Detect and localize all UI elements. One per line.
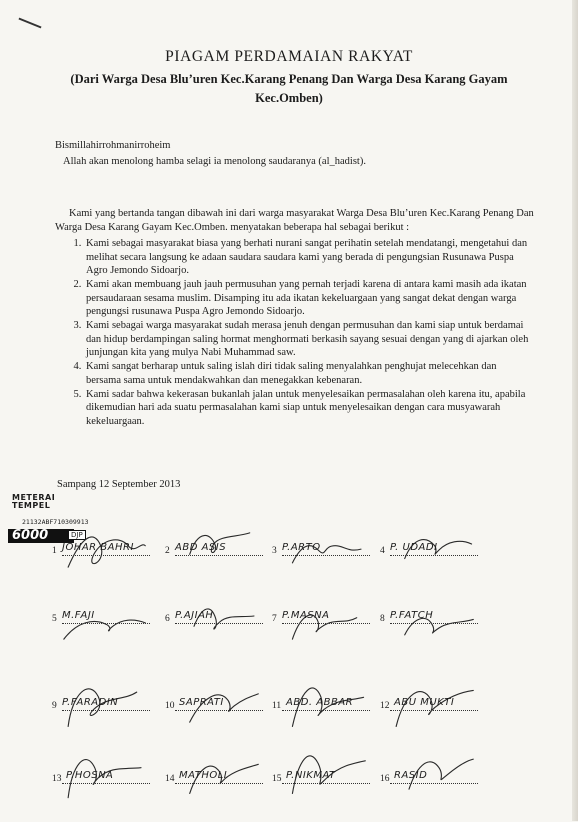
signatory-name: SAPRATI bbox=[179, 697, 224, 708]
signature-number: 6 bbox=[165, 614, 170, 624]
intro-paragraph: Kami yang bertanda tangan dibawah ini dari warga masyarakat Warga Desa Blu’uren Kec.Karang Penang Dan Warga Desa Karang Gayam Kec.Omben. menyatakan beberapa hal sebagai berikut : bbox=[55, 208, 534, 233]
signature-number: 16 bbox=[380, 774, 390, 784]
signature-number: 5 bbox=[52, 614, 57, 624]
signature-line bbox=[62, 555, 150, 556]
signature-14 bbox=[165, 742, 271, 822]
signature-number: 10 bbox=[165, 701, 175, 711]
signature-1 bbox=[52, 520, 158, 600]
signature-line bbox=[282, 623, 370, 624]
signatory-name: ABU MUKTI bbox=[394, 697, 455, 708]
statement-item: 1. Kami sebagai masyarakat biasa yang berhati nurani sangat perihatin setelah mendatangi, mengetahui dan melihat secara langsung ke adaan saudara saudara kami yang berada di pengungsian Rusunawa Puspa Agro Jemondo Sidoarjo. bbox=[84, 237, 534, 278]
signatory-name: P. UDADI bbox=[390, 542, 438, 553]
signature-scribble bbox=[380, 592, 486, 652]
signatory-name: M.FAJI bbox=[62, 610, 95, 621]
signature-line bbox=[390, 555, 478, 556]
statement-item: 5. Kami sadar bahwa kekerasan bukanlah jalan untuk menyelesaikan permasalahan oleh karena itu, apabila dikemudian hari ada suatu permasalahan kami siap untuk menyelesaikan dengan cara musyawarah kekeluargaan. bbox=[84, 388, 534, 429]
signature-number: 14 bbox=[165, 774, 175, 784]
signature-line bbox=[62, 710, 150, 711]
signature-number: 2 bbox=[165, 546, 170, 556]
signature-5 bbox=[52, 592, 158, 672]
signatory-name: RASID bbox=[394, 770, 428, 781]
signatory-name: ABD ASIS bbox=[175, 542, 227, 553]
stamp-title-line1: METERAI bbox=[12, 493, 56, 502]
statement-item: 3. Kami sebagai warga masyarakat sudah merasa jenuh dengan permusuhan dan kami siap untuk berdamai dan hidup berdampingan saling hormat menghormati berkasih sayang sesuai dengan yang di ajarkan oleh junjungan kita yang mulya Nabi Muhammad saw. bbox=[84, 319, 534, 360]
signature-number: 8 bbox=[380, 614, 385, 624]
signature-line bbox=[175, 555, 263, 556]
signature-number: 11 bbox=[272, 701, 282, 711]
signature-number: 1 bbox=[52, 546, 57, 556]
signatory-name: P.AJIAH bbox=[175, 610, 214, 621]
signatory-name: P.ARTO bbox=[282, 542, 321, 553]
signature-number: 9 bbox=[52, 701, 57, 711]
signature-line bbox=[62, 783, 150, 784]
signatory-name: ABD. ABBAR bbox=[286, 697, 354, 708]
signature-16 bbox=[380, 742, 486, 822]
bismillah-line: Bismillahirrohmanirroheim bbox=[55, 140, 171, 151]
signature-scribble bbox=[165, 592, 271, 652]
signature-13 bbox=[52, 742, 158, 822]
signature-line bbox=[282, 783, 370, 784]
signatory-name: P.FATCH bbox=[390, 610, 434, 621]
signature-scribble bbox=[52, 592, 158, 652]
stamp-value: 6000 bbox=[8, 529, 74, 543]
signature-3 bbox=[272, 520, 378, 600]
signature-line bbox=[390, 623, 478, 624]
signature-7 bbox=[272, 592, 378, 672]
signatory-name: P.FARADIN bbox=[62, 697, 119, 708]
signature-number: 4 bbox=[380, 546, 385, 556]
signature-2 bbox=[165, 520, 271, 600]
place-date: Sampang 12 September 2013 bbox=[57, 479, 181, 490]
signatory-name: P.HOSNA bbox=[66, 770, 114, 781]
signatory-name: MATHOLI bbox=[179, 770, 228, 781]
hadist-quote: Allah akan menolong hamba selagi ia menolong saudaranya (al_hadist). bbox=[63, 156, 366, 167]
document-subtitle: (Dari Warga Desa Blu’uren Kec.Karang Penang Dan Warga Desa Karang Gayam Kec.Omben) bbox=[70, 72, 508, 105]
signature-number: 13 bbox=[52, 774, 62, 784]
signature-4 bbox=[380, 520, 486, 600]
statement-item: 4. Kami sangat berharap untuk saling islah diri tidak saling menyalahkan penghujat melecehkan dan bersama sama untuk mendakwahkan dan menegakkan kebenaran. bbox=[84, 360, 534, 387]
stamp-code: 21132ABF710309913 bbox=[22, 518, 89, 526]
signatory-name: P.NIKMAT bbox=[286, 770, 336, 781]
document-title: PIAGAM PERDAMAIAN RAKYAT bbox=[165, 48, 413, 65]
signature-number: 15 bbox=[272, 774, 282, 784]
signature-line bbox=[62, 623, 150, 624]
signature-number: 3 bbox=[272, 546, 277, 556]
signature-scribble bbox=[272, 592, 378, 652]
signature-line bbox=[175, 710, 263, 711]
stamp-issuer: DJP bbox=[68, 530, 86, 540]
signatory-name: P.MASNA bbox=[282, 610, 330, 621]
signature-line bbox=[390, 710, 478, 711]
signature-number: 7 bbox=[272, 614, 277, 624]
signature-15 bbox=[272, 742, 378, 822]
signature-line bbox=[390, 783, 478, 784]
signature-line bbox=[175, 623, 263, 624]
signature-line bbox=[282, 555, 370, 556]
signature-8 bbox=[380, 592, 486, 672]
signature-6 bbox=[165, 592, 271, 672]
stamp-title-line2: TEMPEL bbox=[12, 501, 51, 510]
signature-number: 12 bbox=[380, 701, 390, 711]
signature-line bbox=[175, 783, 263, 784]
signatory-name: JOHAR BAHRI bbox=[62, 542, 134, 553]
signature-line bbox=[282, 710, 370, 711]
statement-item: 2. Kami akan membuang jauh jauh permusuhan yang pernah terjadi karena di antara kami masih ada ikatan persaudaraan sesama muslim. Disamping itu ada ikatan kekeluargaan yang sangat dekat dengan warga pengungsi rusunawa Puspa Agro Jemondo Sidoarjo. bbox=[84, 278, 534, 319]
